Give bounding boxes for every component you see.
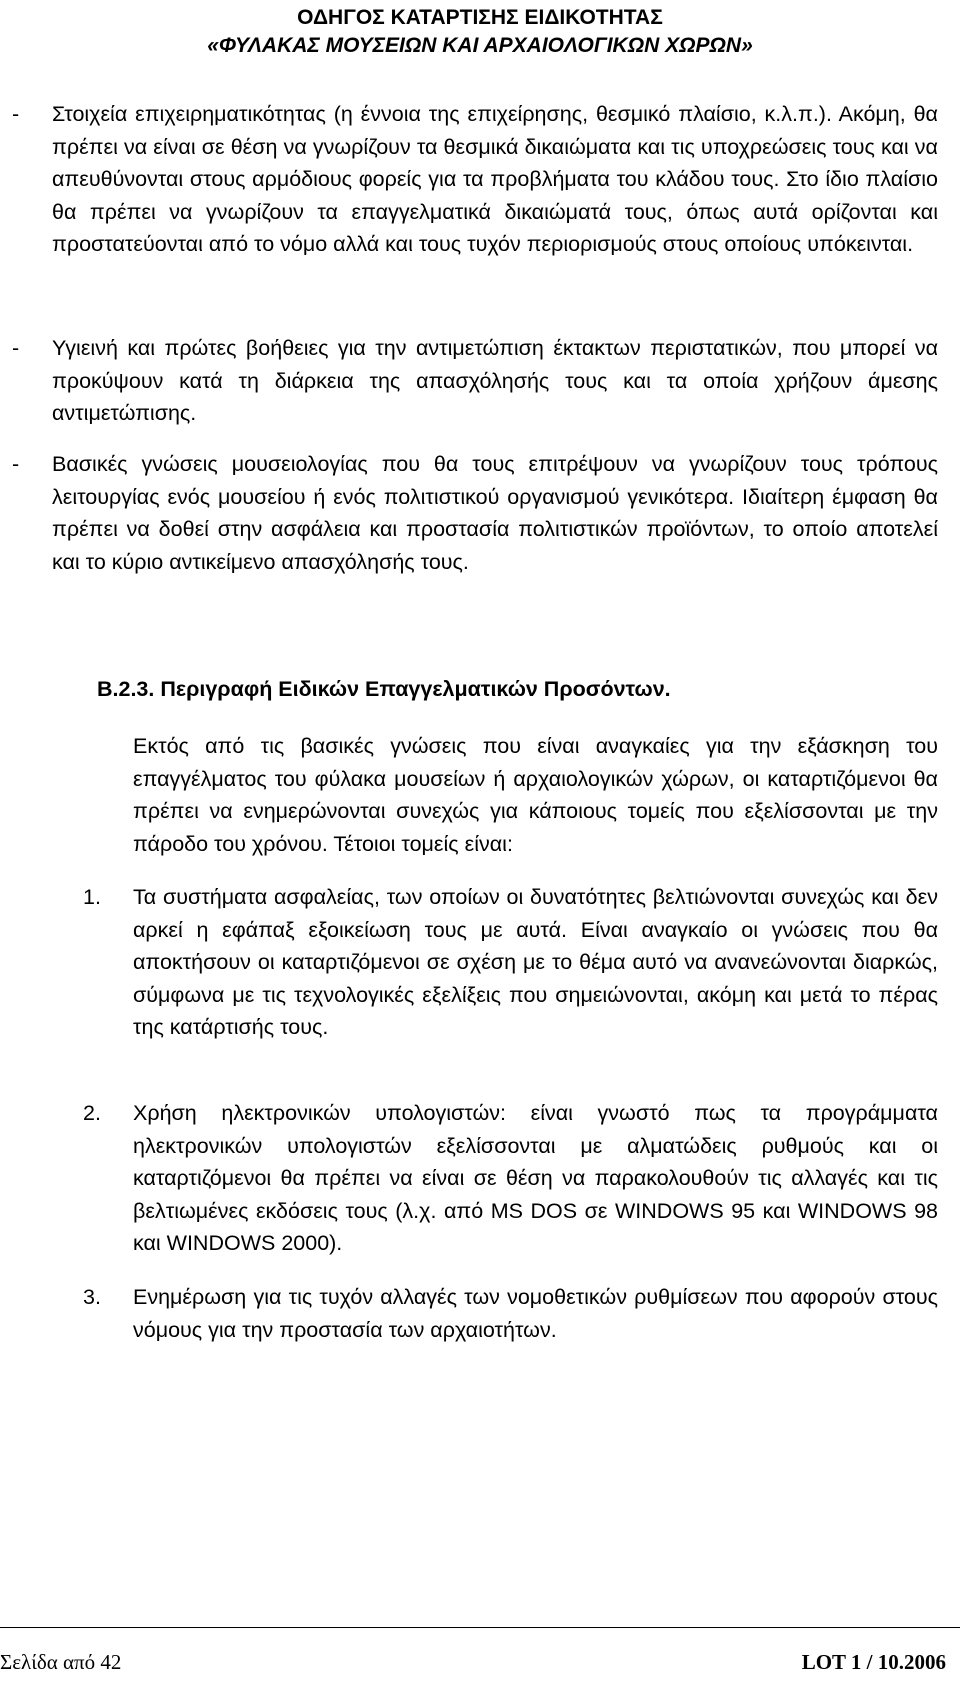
footer-divider — [0, 1627, 960, 1628]
bullet-text: Βασικές γνώσεις μουσειολογίας που θα τους επιτρέψουν να γνωρίζουν τους τρόπους λειτουργίας ενός μουσείου ή ενός πολιτιστικού οργανισμού γενικότερα. Ιδιαίτερη έμφαση θα πρέπει να δοθεί στην ασφάλεια και προστασία πολιτιστικών προϊόντων, το οποίο αποτελεί και το κύριο αντικείμενο απασχόλησής τους. — [52, 452, 938, 574]
numbered-item — [83, 1097, 938, 1260]
bullet-text: Στοιχεία επιχειρηματικότητας (η έννοια της επιχείρησης, θεσμικό πλαίσιο, κ.λ.π.). Ακόμη, θα πρέπει να είναι σε θέση να γνωρίζουν τα θεσμικά δικαιώματα και τις υποχρεώσεις τους και να απευθύνονται στους αρμόδιους φορείς για τα προβλήματα του κλάδου τους. Στο ίδιο πλαίσιο θα πρέπει να γνωρίζουν τα επαγγελματικά δικαιώματά τους, όπως αυτά ορίζονται και προστατεύονται από το νόμο αλλά και τους τυχόν περιορισμούς στους οποίους υπόκεινται. — [52, 102, 938, 256]
item-number: 1. — [83, 885, 101, 909]
bullet-item — [12, 98, 938, 261]
numbered-item — [83, 881, 938, 1044]
item-number: 3. — [83, 1285, 101, 1309]
item-text: Χρήση ηλεκτρονικών υπολογιστών: είναι γνωστό πως τα προγράμματα ηλεκτρονικών υπολογιστών εξελίσσονται με αλματώδεις ρυθμούς και οι καταρτιζόμενοι θα πρέπει να είναι σε θέση να παρακολουθούν τις αλλαγές και τις βελτιωμένες εκδόσεις τους (λ.χ. από MS DOS σε WINDOWS 95 και WINDOWS 98 και WINDOWS 2000). — [133, 1101, 938, 1255]
item-text: Ενημέρωση για τις τυχόν αλλαγές των νομοθετικών ρυθμίσεων που αφορούν στους νόμους για την προστασία των αρχαιοτήτων. — [133, 1285, 938, 1342]
section-heading: Β.2.3. Περιγραφή Ειδικών Επαγγελματικών Προσόντων. — [97, 677, 671, 701]
bullet-dash: - — [12, 102, 20, 126]
section-intro: Εκτός από τις βασικές γνώσεις που είναι αναγκαίες για την εξάσκηση του επαγγέλματος του φύλακα μουσείων ή αρχαιολογικών χώρων, οι καταρτιζόμενοι θα πρέπει να ενημερώνονται συνεχώς για κάποιους τομείς που εξελίσσονται με την πάροδο του χρόνου. Τέτοιοι τομείς είναι: — [133, 734, 938, 856]
bullet-item — [12, 332, 938, 430]
bullet-item — [12, 448, 938, 578]
footer-page-number: Σελίδα από 42 — [0, 1650, 122, 1674]
numbered-item — [83, 1281, 938, 1346]
item-number: 2. — [83, 1101, 101, 1125]
bullet-dash: - — [12, 452, 20, 476]
header-subtitle: «ΦΥΛΑΚΑΣ ΜΟΥΣΕΙΩΝ ΚΑΙ ΑΡΧΑΙΟΛΟΓΙΚΩΝ ΧΩΡΩΝ» — [207, 34, 753, 57]
footer-doc-code: LOT 1 / 10.2006 — [801, 1650, 946, 1674]
bullet-text: Υγιεινή και πρώτες βοήθειες για την αντιμετώπιση έκτακτων περιστατικών, που μπορεί να προκύψουν κατά τη διάρκεια της απασχόλησής τους και τα οποία χρήζουν άμεσης αντιμετώπισης. — [52, 336, 938, 425]
item-text: Τα συστήματα ασφαλείας, των οποίων οι δυνατότητες βελτιώνονται συνεχώς και δεν αρκεί η εφάπαξ εξοικείωση τους με αυτά. Είναι αναγκαίο οι γνώσεις που θα αποκτήσουν οι καταρτιζόμενοι σε σχέση με το θέμα αυτό να ανανεώνονται διαρκώς, σύμφωνα με τις τεχνολογικές εξελίξεις που σημειώνονται, ακόμη και μετά το πέρας της κατάρτισής τους. — [133, 885, 938, 1039]
page-header — [0, 4, 960, 60]
bullet-dash: - — [12, 336, 20, 360]
header-title: ΟΔΗΓΟΣ ΚΑΤΑΡΤΙΣΗΣ ΕΙΔΙΚΟΤΗΤΑΣ — [297, 6, 663, 29]
